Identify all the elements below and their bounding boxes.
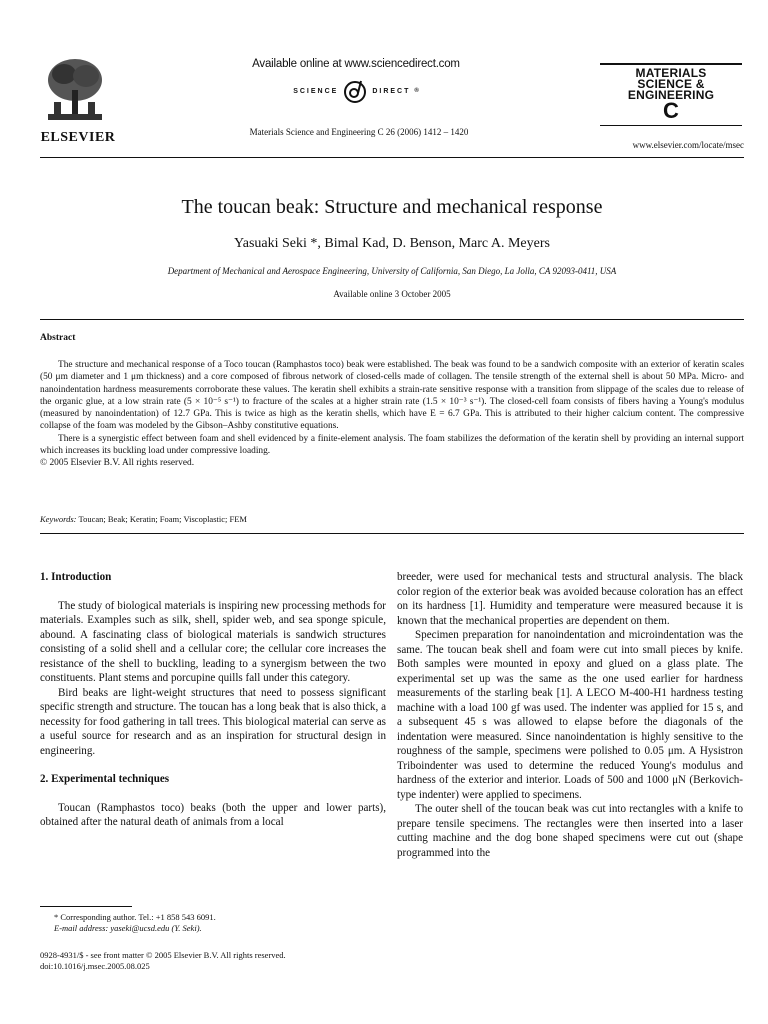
methods-paragraph-1: Toucan (Ramphastos toco) beaks (both the upper and lower parts), obtained after the natural death of animals from a local: [40, 801, 386, 828]
logo-line-3: ENGINEERING: [627, 88, 715, 102]
methods-paragraph-continued: breeder, were used for mechanical tests and structural analysis. The black color region of the exterior beak was avoided because coloration has an effect on its hardness [1]. Humidity and temperature were measured because it is known that the mechanical properties are dependent on them.: [397, 571, 743, 627]
logo-top-rule: [600, 63, 742, 65]
methods-paragraph-3: The outer shell of the toucan beak was cut into rectangles with a knife to prepare tensile specimens. The rectangles were then inserted into a laser cutting machine and the dog bone shaped specimens were cut out (shape programmed into the: [397, 803, 743, 859]
left-column: [40, 570, 386, 830]
logo-line-4: C: [663, 98, 679, 123]
elsevier-tree-icon: [44, 56, 106, 124]
right-column: [397, 570, 743, 860]
keywords-label: Keywords:: [40, 514, 77, 524]
abstract-copyright: © 2005 Elsevier B.V. All rights reserved.: [40, 458, 195, 469]
publisher-logo: [40, 56, 116, 146]
article-authors: Yasuaki Seki *, Bimal Kad, D. Benson, Marc A. Meyers: [234, 236, 550, 251]
journal-logo: [600, 63, 742, 126]
abstract-paragraph-2: There is a synergistic effect between foam and shell evidenced by a finite-element analysis. The foam stabilizes the deformation of the keratin shell by providing an internal support which increases its buckling load under compressive loading.: [40, 433, 744, 457]
corresponding-author-note: * Corresponding author. Tel.: +1 858 543 6091.: [54, 912, 216, 922]
section-2-heading: 2. Experimental techniques: [40, 773, 170, 785]
methods-paragraph-2: Specimen preparation for nanoindentation and microindentation was the same. The toucan beak shell and foam were cut into small pieces by knife. Both samples were mounted in epoxy and glued on a glass plate. The experimental set up was the same as the one used earlier for hardness measurements of the starling beak [1]. A LECO M-400-H1 hardness testing machine with a load 100 gf was used. The indenter was applied for 15 s, and a subsequent 45 s was allowed to elapse before the diagonals of the indentation were measured. Since nanoindentation is highly sensitive to the roughness of the sample, specimens were polished to 0.05 μm. A Hysistron Triboindenter was used to determine the reduced Young's modulus and hardness of the exterior and interior. Loads of 500 and 1000 μN (Berkovich-type indenter) were applied to specimens.: [397, 629, 743, 801]
keywords-line: [40, 514, 247, 524]
abstract-heading: Abstract: [40, 333, 76, 343]
sd-science-text: SCIENCE: [293, 87, 339, 95]
logo-bottom-rule: [600, 125, 742, 126]
abstract-bottom-divider: [40, 533, 744, 534]
article-title: The toucan beak: Structure and mechanical response: [181, 196, 603, 218]
available-online-text[interactable]: Available online at www.sciencedirect.com: [252, 58, 460, 70]
header-divider: [40, 157, 744, 158]
sciencedirect-banner: [236, 58, 476, 104]
abstract-paragraph-1: The structure and mechanical response of a Toco toucan (Ramphastos toco) beak were established. The beak was found to be a sandwich composite with an exterior of keratin scales (50 μm diameter and 1 μm thickness) and a core composed of fibrous network of closed-cells made of collagen. The tensile strength of the external shell is about 50 MPa. Micro- and nanoindentation hardness measurements corroborate these values. The keratin shell exhibits a strain-rate sensitive response with a transition from slippage of the scales due to release of the organic glue, at a low strain rate (5 × 10⁻⁵ s⁻¹) to fracture of the scales at a higher strain rate (1.5 × 10⁻³ s⁻¹). The closed-cell foam consists of fibers having a Young's modulus (measured by nanoindentation) of 12.7 GPa. This is twice as high as the keratin shells, which have E = 6.7 GPa. This is attributed to their higher calcium content. The compressive collapse of the foam was modeled by the Gibson–Ashby constitutive equations.: [40, 360, 744, 432]
email-note[interactable]: E-mail address: yaseki@ucsd.edu (Y. Seki).: [54, 923, 202, 933]
article-affiliation: Department of Mechanical and Aerospace Engineering, University of California, San Diego, La Jolla, CA 92093-0411, USA: [167, 266, 617, 276]
journal-reference: Materials Science and Engineering C 26 (2006) 1412 – 1420: [249, 127, 469, 137]
logo-line-2: SCIENCE &: [637, 77, 705, 91]
issn-line: 0928-4931/$ - see front matter © 2005 Elsevier B.V. All rights reserved.: [40, 950, 286, 960]
abstract-top-divider: [40, 319, 744, 320]
abstract-body: [40, 359, 744, 470]
intro-paragraph-2: Bird beaks are light-weight structures that need to possess significant specific strength and structure. The toucan has a long beak that is also thick, a necessity for food gathering in tall trees. This biological material can serve as a useful source for research and as an inspiration for structural design in engineering.: [40, 686, 386, 757]
issn-block: [40, 950, 386, 972]
article-available-date: Available online 3 October 2005: [333, 289, 451, 299]
keywords-list: Toucan; Beak; Keratin; Foam; Viscoplastic; FEM: [78, 514, 247, 524]
logo-line-1: MATERIALS: [635, 66, 707, 80]
intro-paragraph-1: The study of biological materials is inspiring new processing methods for materials. Examples such as silk, shell, spider web, and sea sponge spicule, abound. A fascinating class of biological materials is sandwich structures consisting of a solid shell and a cellular core; the cellular core increases the resistance of the shell to buckling, leading to a synergism between the two constituents. Plant stems and porcupine quills fall under this category.: [40, 599, 386, 684]
publisher-name: ELSEVIER: [40, 130, 116, 145]
section-1-heading: 1. Introduction: [40, 571, 112, 583]
footnote-divider: [40, 906, 132, 907]
sciencedirect-d-icon: [342, 78, 368, 104]
sd-registered-mark: ®: [414, 88, 419, 94]
journal-url-link[interactable]: www.elsevier.com/locate/msec: [632, 140, 744, 150]
doi-line[interactable]: doi:10.1016/j.msec.2005.08.025: [40, 961, 150, 971]
sd-direct-text: DIRECT: [372, 87, 411, 95]
sciencedirect-logo: [236, 78, 476, 104]
footnote-block: [40, 912, 386, 934]
